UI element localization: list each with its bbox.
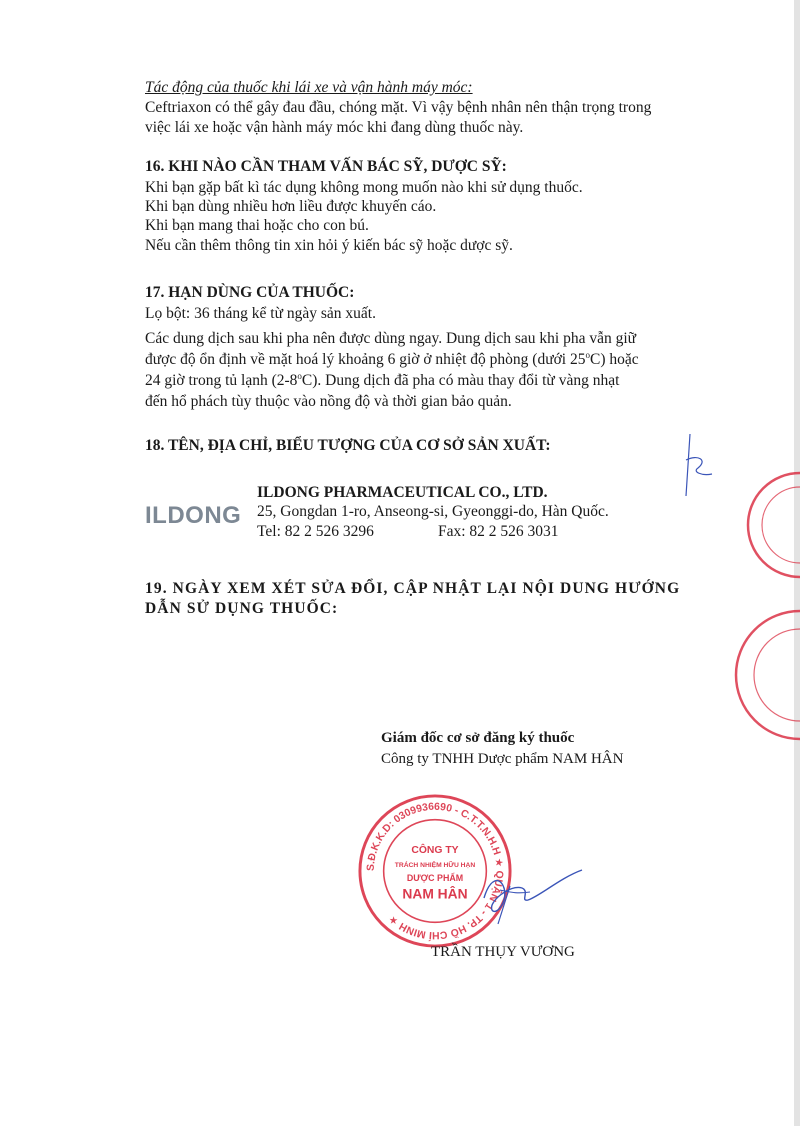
signature-company: Công ty TNHH Dược phẩm NAM HÂN [381,751,624,767]
signatory-name: TRẦN THỤY VƯƠNG [431,944,575,960]
edge-initial-mark [672,430,722,500]
manufacturer-address: 25, Gongdan 1-ro, Anseong-si, Gyeonggi-do, Hàn Quốc. [257,503,609,520]
section-19-heading-line-2: DẪN SỬ DỤNG THUỐC: [145,600,339,617]
manufacturer-tel: Tel: 82 2 526 3296 [257,523,374,540]
stamp-line-3: DƯỢC PHẨM [406,872,464,883]
section-17-line-1: Lọ bột: 36 tháng kể từ ngày sản xuất. [145,305,376,322]
stamp-line-1: CÔNG TY [411,845,459,857]
manufacturer-fax: Fax: 82 2 526 3031 [438,523,559,540]
drive-effects-line-1: Ceftriaxon có thể gây đau đầu, chóng mặt. Vì vậy bệnh nhân nên thận trọng trong [145,99,652,116]
edge-stamp-lower [728,605,800,745]
drive-effects-line-2: việc lái xe hoặc vận hành máy móc khi đang dùng thuốc này. [145,119,524,136]
edge-stamp-upper [730,470,800,580]
section-16-heading: 16. KHI NÀO CẦN THAM VẤN BÁC SỸ, DƯỢC SỸ: [145,158,507,175]
handwritten-signature [470,858,590,928]
manufacturer-name: ILDONG PHARMACEUTICAL CO., LTD. [257,484,548,501]
ildong-logo: ILDONG [145,502,242,529]
stamp-line-4: NAM HÂN [402,885,468,902]
section-17-heading: 17. HẠN DÙNG CỦA THUỐC: [145,284,355,301]
section-17-line-2: Các dung dịch sau khi pha nên được dùng ngay. Dung dịch sau khi pha vẫn giữ [145,330,637,347]
section-18-heading: 18. TÊN, ĐỊA CHỈ, BIỂU TƯỢNG CỦA CƠ SỞ SẢN XUẤT: [145,437,551,454]
signature-role: Giám đốc cơ sở đăng ký thuốc [381,730,575,746]
section-16-line-1: Khi bạn gặp bất kì tác dụng không mong muốn nào khi sử dụng thuốc. [145,179,583,196]
section-17-line-4: 24 giờ trong tủ lạnh (2-8$^o$C). Dung dịch đã pha có màu thay đổi từ vàng nhạt [145,370,620,389]
section-16-line-4: Nếu cần thêm thông tin xin hỏi ý kiến bác sỹ hoặc dược sỹ. [145,237,513,254]
section-17-line-3: được độ ổn định về mặt hoá lý khoảng 6 giờ ở nhiệt độ phòng (dưới 25$^o$C) hoặc [145,349,639,368]
stamp-line-2: TRÁCH NHIỆM HỮU HẠN [394,862,476,870]
section-16-line-3: Khi bạn mang thai hoặc cho con bú. [145,217,369,234]
drive-effects-title: Tác động của thuốc khi lái xe và vận hành máy móc: [145,79,473,96]
section-19-heading-line-1: 19. NGÀY XEM XÉT SỬA ĐỔI, CẬP NHẬT LẠI NỘI DUNG HƯỚNG [145,580,681,597]
section-16-line-2: Khi bạn dùng nhiều hơn liều được khuyến cáo. [145,198,437,215]
section-17-line-5: đến hổ phách tùy thuộc vào nồng độ và thời gian bảo quản. [145,393,512,410]
stamp-ring-text: S.Đ.K.K.D: 0309936690 - C.T.T.N.H.H ★ QUẬN 1 - TP. HỒ CHÍ MINH ★ [365,801,505,941]
